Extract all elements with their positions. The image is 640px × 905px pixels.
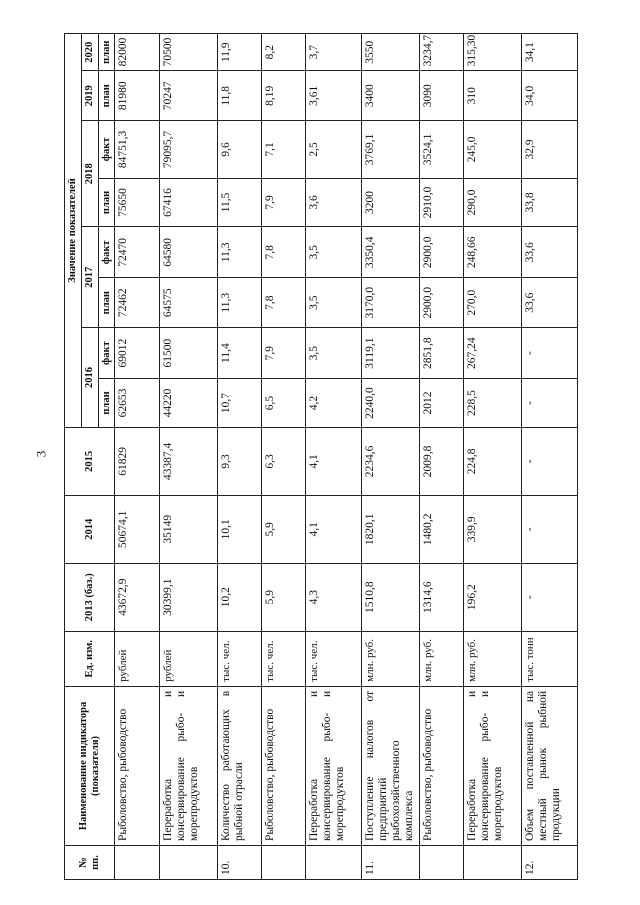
- value-2015: 224,8: [464, 427, 522, 495]
- value-2018-fact: 7,1: [262, 121, 306, 178]
- unit-cell: млн. руб.: [362, 631, 420, 686]
- value-2015: 61829: [115, 427, 160, 495]
- value-2016-fact: 3,5: [306, 328, 362, 379]
- value-2014: 4,1: [306, 495, 362, 563]
- value-2018-plan: 290,0: [464, 178, 522, 227]
- header-2016-plan: план: [98, 379, 115, 428]
- header-2017: 2017: [81, 227, 98, 328]
- value-2017-fact: 33,6: [522, 227, 578, 278]
- value-2019-plan: 310: [464, 71, 522, 121]
- value-2019-plan: 81980: [115, 71, 160, 121]
- unit-cell: млн. руб.: [464, 631, 522, 686]
- value-2017-fact: 3,5: [306, 227, 362, 278]
- value-2014: 1480,2: [420, 495, 464, 563]
- value-2016-plan: 228,5: [464, 379, 522, 428]
- indicators-table: [64, 33, 578, 880]
- value-2020-plan: 3550: [362, 34, 420, 71]
- value-2014: 5,9: [262, 495, 306, 563]
- row-number: 10.: [218, 846, 262, 880]
- table-row: [262, 34, 306, 880]
- indicator-name: Количество работающих в рыбной отрасли: [218, 686, 262, 845]
- rotated-table-area: [64, 33, 639, 880]
- value-2018-fact: 3524,1: [420, 121, 464, 178]
- value-2017-plan: 7,8: [262, 278, 306, 328]
- row-number: [115, 846, 160, 880]
- value-2016-fact: -: [522, 328, 578, 379]
- value-2019-plan: 8,19: [262, 71, 306, 121]
- value-2016-fact: 3119,1: [362, 328, 420, 379]
- indicator-name: Переработка и консервирование рыбо- и морепродуктов: [160, 686, 218, 845]
- header-name: Наименование индикатора (показателя): [65, 686, 115, 845]
- value-2019-plan: 3090: [420, 71, 464, 121]
- header-2019: 2019: [81, 71, 98, 121]
- value-2019-plan: 70247: [160, 71, 218, 121]
- value-2017-plan: 11,3: [218, 278, 262, 328]
- value-2016-fact: 69012: [115, 328, 160, 379]
- value-2017-fact: 2900,0: [420, 227, 464, 278]
- value-2016-plan: 2012: [420, 379, 464, 428]
- value-2018-plan: 11,5: [218, 178, 262, 227]
- header-2015: 2015: [65, 427, 115, 495]
- unit-cell: млн. руб.: [420, 631, 464, 686]
- value-2014: 339,9: [464, 495, 522, 563]
- value-2020-plan: 82000: [115, 34, 160, 71]
- value-2016-fact: 2851,8: [420, 328, 464, 379]
- value-2016-fact: 267,24: [464, 328, 522, 379]
- table-row: [464, 34, 522, 880]
- header-values-group: Значение показателей: [65, 34, 82, 428]
- header-no: № пп.: [65, 846, 115, 880]
- value-2016-plan: 6,5: [262, 379, 306, 428]
- value-2018-plan: 7,9: [262, 178, 306, 227]
- value-2018-fact: 2,5: [306, 121, 362, 178]
- value-2020-plan: 8,2: [262, 34, 306, 71]
- value-2016-plan: 4,2: [306, 379, 362, 428]
- header-2014: 2014: [65, 495, 115, 563]
- table-row: [218, 34, 262, 880]
- value-2017-plan: 72462: [115, 278, 160, 328]
- value-2018-fact: 245,0: [464, 121, 522, 178]
- value-2018-plan: 3,6: [306, 178, 362, 227]
- table-row: [306, 34, 362, 880]
- value-2019-plan: 3400: [362, 71, 420, 121]
- row-number: 11.: [362, 846, 420, 880]
- header-2017-plan: план: [98, 278, 115, 328]
- value-2020-plan: 34,1: [522, 34, 578, 71]
- value-2017-fact: 7,8: [262, 227, 306, 278]
- value-2016-fact: 61500: [160, 328, 218, 379]
- value-2020-plan: 11,9: [218, 34, 262, 71]
- value-2016-fact: 11,4: [218, 328, 262, 379]
- value-2016-plan: -: [522, 379, 578, 428]
- value-2019-plan: 11,8: [218, 71, 262, 121]
- value-2018-fact: 3769,1: [362, 121, 420, 178]
- value-2018-plan: 75650: [115, 178, 160, 227]
- value-2013: 196,2: [464, 563, 522, 631]
- unit-cell: тыс. чел.: [306, 631, 362, 686]
- table-row: [420, 34, 464, 880]
- unit-cell: тыс. чел.: [218, 631, 262, 686]
- header-2017-fact: факт: [98, 227, 115, 278]
- value-2014: 50674,1: [115, 495, 160, 563]
- table-row: [115, 34, 160, 880]
- value-2018-plan: 3200: [362, 178, 420, 227]
- value-2017-plan: 3,5: [306, 278, 362, 328]
- page-number: 3: [33, 450, 49, 458]
- value-2020-plan: 70500: [160, 34, 218, 71]
- value-2016-fact: 7,9: [262, 328, 306, 379]
- value-2015: 9,3: [218, 427, 262, 495]
- value-2015: 4,1: [306, 427, 362, 495]
- value-2019-plan: 34,0: [522, 71, 578, 121]
- indicator-name: Объем поставленной на местный рынок рыбной продукции: [522, 686, 578, 845]
- value-2017-plan: 64575: [160, 278, 218, 328]
- value-2018-plan: 33,8: [522, 178, 578, 227]
- indicator-name: Поступление налогов от предприятий рыбохозяйственного комплекса: [362, 686, 420, 845]
- value-2017-plan: 33,6: [522, 278, 578, 328]
- value-2020-plan: 315,30: [464, 34, 522, 71]
- header-2013: 2013 (баз.): [65, 563, 115, 631]
- header-unit: Ед. изм.: [65, 631, 115, 686]
- value-2013: 30399,1: [160, 563, 218, 631]
- value-2018-fact: 9,6: [218, 121, 262, 178]
- value-2018-plan: 67416: [160, 178, 218, 227]
- row-number: [464, 846, 522, 880]
- value-2014: -: [522, 495, 578, 563]
- value-2014: 35149: [160, 495, 218, 563]
- indicator-name: Переработка и консервирование рыбо- и морепродуктов: [306, 686, 362, 845]
- value-2016-plan: 62653: [115, 379, 160, 428]
- rotated-page-content: [64, 33, 639, 880]
- header-2019-plan: план: [98, 71, 115, 121]
- value-2015: -: [522, 427, 578, 495]
- row-number: [306, 846, 362, 880]
- value-2013: 5,9: [262, 563, 306, 631]
- value-2020-plan: 3234,7: [420, 34, 464, 71]
- value-2017-fact: 72470: [115, 227, 160, 278]
- value-2016-plan: 44220: [160, 379, 218, 428]
- table-row: [362, 34, 420, 880]
- value-2016-plan: 10,7: [218, 379, 262, 428]
- value-2018-plan: 2910,0: [420, 178, 464, 227]
- value-2015: 2009,8: [420, 427, 464, 495]
- value-2017-plan: 3170,0: [362, 278, 420, 328]
- unit-cell: рублей: [160, 631, 218, 686]
- value-2015: 43387,4: [160, 427, 218, 495]
- value-2017-plan: 270,0: [464, 278, 522, 328]
- header-2020-plan: план: [98, 34, 115, 71]
- value-2019-plan: 3,61: [306, 71, 362, 121]
- indicator-name: Рыболовство, рыбоводство: [420, 686, 464, 845]
- value-2013: -: [522, 563, 578, 631]
- row-number: 12.: [522, 846, 578, 880]
- value-2017-fact: 3350,4: [362, 227, 420, 278]
- value-2018-fact: 84751,3: [115, 121, 160, 178]
- value-2016-plan: 2240,0: [362, 379, 420, 428]
- table-row: [522, 34, 578, 880]
- value-2017-fact: 11,3: [218, 227, 262, 278]
- value-2015: 2234,6: [362, 427, 420, 495]
- header-2018: 2018: [81, 121, 98, 227]
- value-2018-fact: 32,9: [522, 121, 578, 178]
- value-2018-fact: 79095,7: [160, 121, 218, 178]
- value-2015: 6,3: [262, 427, 306, 495]
- unit-cell: рублей: [115, 631, 160, 686]
- row-number: [262, 846, 306, 880]
- table-row: [160, 34, 218, 880]
- value-2017-plan: 2900,0: [420, 278, 464, 328]
- value-2017-fact: 248,66: [464, 227, 522, 278]
- header-2018-plan: план: [98, 178, 115, 227]
- value-2014: 1820,1: [362, 495, 420, 563]
- row-number: [420, 846, 464, 880]
- header-2016-fact: факт: [98, 328, 115, 379]
- indicator-name: Рыболовство, рыбоводство: [262, 686, 306, 845]
- header-2018-fact: факт: [98, 121, 115, 178]
- value-2013: 1510,8: [362, 563, 420, 631]
- row-number: [160, 846, 218, 880]
- value-2013: 43672,9: [115, 563, 160, 631]
- unit-cell: тыс. тонн: [522, 631, 578, 686]
- value-2017-fact: 64580: [160, 227, 218, 278]
- value-2013: 4,3: [306, 563, 362, 631]
- indicator-name: Переработка и консервирование рыбо- и морепродуктов: [464, 686, 522, 845]
- header-2020: 2020: [81, 34, 98, 71]
- unit-cell: тыс. чел.: [262, 631, 306, 686]
- value-2013: 10,2: [218, 563, 262, 631]
- value-2013: 1314,6: [420, 563, 464, 631]
- header-2016: 2016: [81, 328, 98, 428]
- value-2014: 10,1: [218, 495, 262, 563]
- indicator-name: Рыболовство, рыбоводство: [115, 686, 160, 845]
- value-2020-plan: 3,7: [306, 34, 362, 71]
